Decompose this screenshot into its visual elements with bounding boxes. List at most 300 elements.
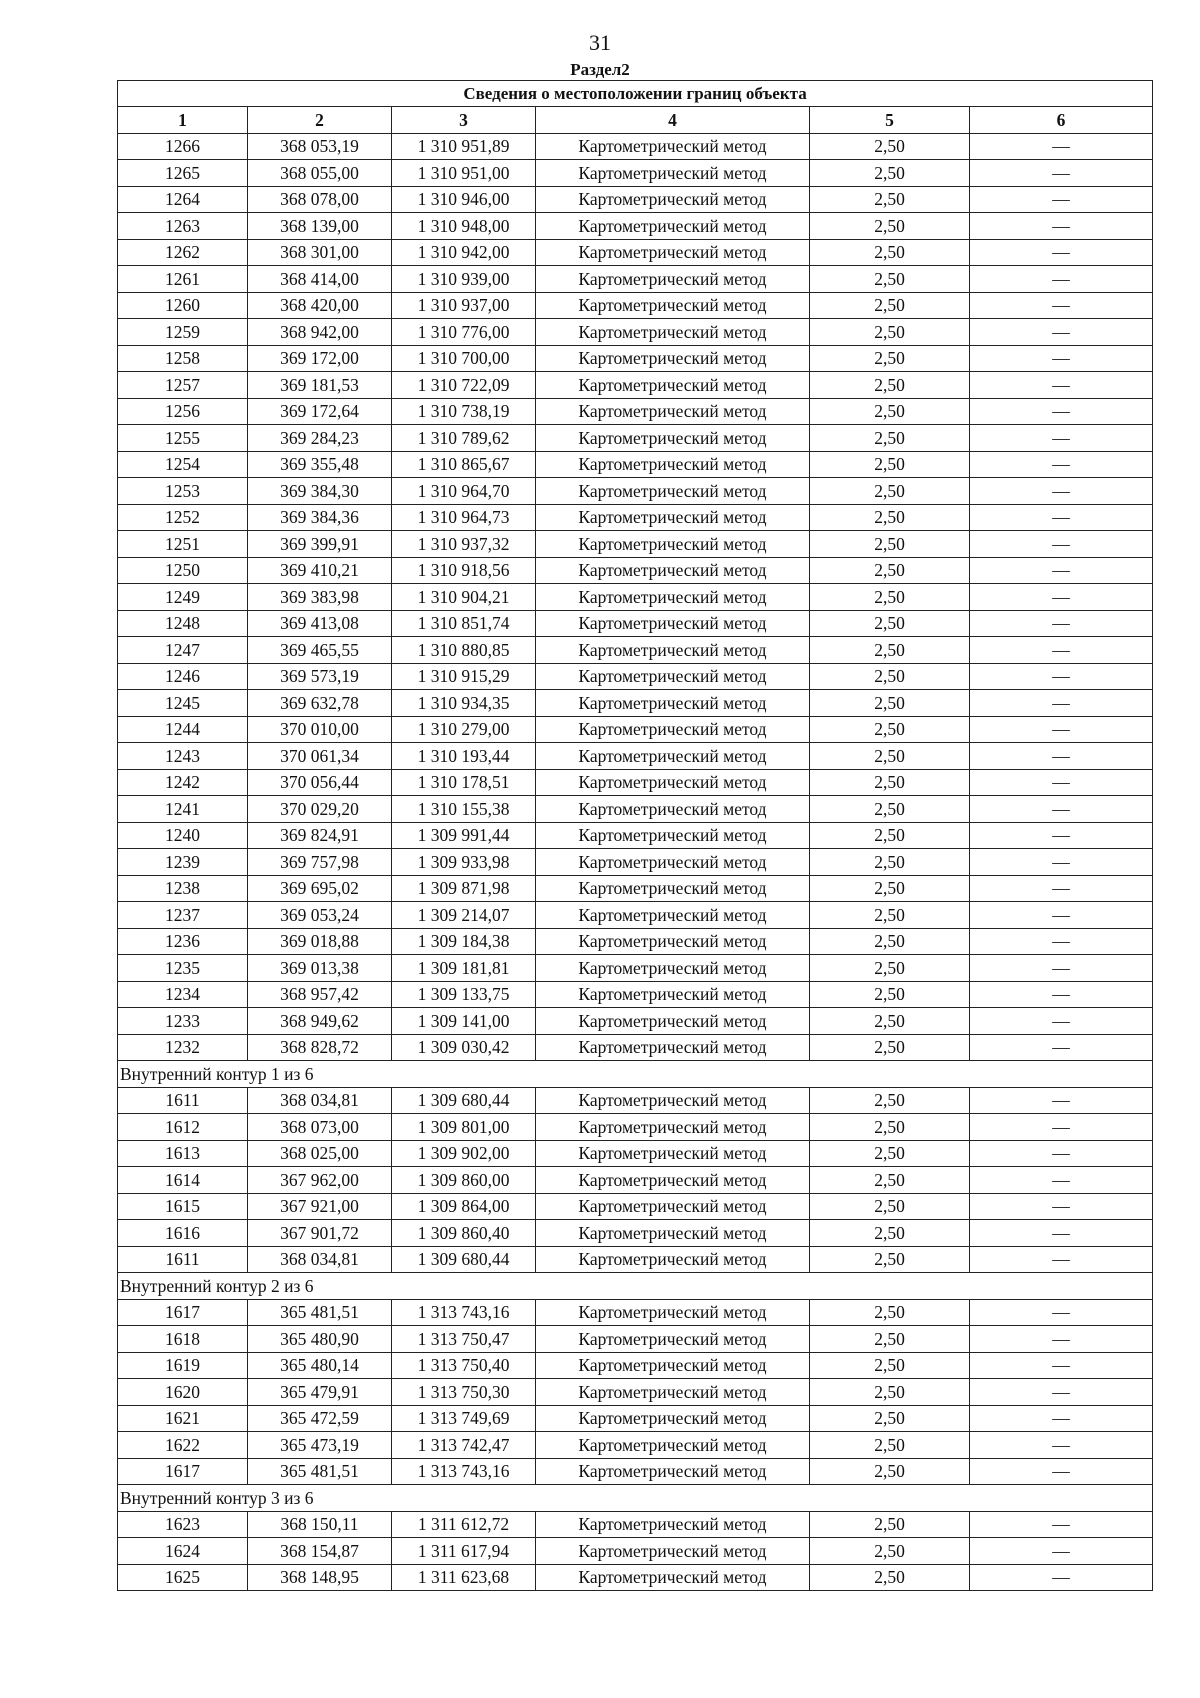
cell-method: Картометрический метод: [536, 1114, 810, 1141]
table-row: [118, 1008, 1153, 1035]
table-row: [118, 478, 1153, 505]
cell-accuracy: 2,50: [810, 398, 970, 425]
cell-note: —: [970, 849, 1153, 876]
cell-coord-x: 368 150,11: [248, 1511, 392, 1538]
table-row: [118, 398, 1153, 425]
cell-coord-x: 365 480,14: [248, 1352, 392, 1379]
cell-coord-x: 367 962,00: [248, 1167, 392, 1194]
cell-accuracy: 2,50: [810, 1538, 970, 1565]
table-row: [118, 849, 1153, 876]
cell-note: —: [970, 531, 1153, 558]
cell-method: Картометрический метод: [536, 663, 810, 690]
cell-accuracy: 2,50: [810, 769, 970, 796]
cell-note: —: [970, 875, 1153, 902]
cell-point-number: 1257: [118, 372, 248, 399]
cell-note: —: [970, 769, 1153, 796]
cell-note: —: [970, 1458, 1153, 1485]
cell-point-number: 1235: [118, 955, 248, 982]
cell-accuracy: 2,50: [810, 902, 970, 929]
cell-coord-y: 1 313 743,16: [392, 1299, 536, 1326]
cell-method: Картометрический метод: [536, 292, 810, 319]
cell-point-number: 1625: [118, 1564, 248, 1591]
cell-accuracy: 2,50: [810, 451, 970, 478]
cell-coord-y: 1 310 851,74: [392, 610, 536, 637]
table-row: [118, 451, 1153, 478]
table-row: [118, 743, 1153, 770]
cell-accuracy: 2,50: [810, 186, 970, 213]
cell-point-number: 1266: [118, 133, 248, 160]
cell-method: Картометрический метод: [536, 557, 810, 584]
cell-accuracy: 2,50: [810, 743, 970, 770]
cell-accuracy: 2,50: [810, 557, 970, 584]
cell-method: Картометрический метод: [536, 1034, 810, 1061]
table-row: [118, 1379, 1153, 1406]
cell-note: —: [970, 319, 1153, 346]
cell-coord-y: 1 313 742,47: [392, 1432, 536, 1459]
cell-point-number: 1261: [118, 266, 248, 293]
cell-accuracy: 2,50: [810, 1379, 970, 1406]
cell-point-number: 1614: [118, 1167, 248, 1194]
table-row: [118, 1087, 1153, 1114]
cell-point-number: 1240: [118, 822, 248, 849]
cell-accuracy: 2,50: [810, 716, 970, 743]
cell-point-number: 1259: [118, 319, 248, 346]
cell-point-number: 1623: [118, 1511, 248, 1538]
cell-note: —: [970, 796, 1153, 823]
cell-method: Картометрический метод: [536, 584, 810, 611]
cell-coord-x: 368 034,81: [248, 1246, 392, 1273]
cell-accuracy: 2,50: [810, 584, 970, 611]
table-row: [118, 796, 1153, 823]
cell-coord-y: 1 310 279,00: [392, 716, 536, 743]
cell-note: —: [970, 981, 1153, 1008]
table-row: [118, 345, 1153, 372]
cell-accuracy: 2,50: [810, 239, 970, 266]
cell-method: Картометрический метод: [536, 822, 810, 849]
cell-point-number: 1616: [118, 1220, 248, 1247]
table-row: [118, 160, 1153, 187]
cell-point-number: 1246: [118, 663, 248, 690]
cell-coord-x: 368 034,81: [248, 1087, 392, 1114]
cell-coord-x: 369 018,88: [248, 928, 392, 955]
table-row: [118, 1432, 1153, 1459]
cell-coord-y: 1 309 933,98: [392, 849, 536, 876]
cell-coord-x: 368 139,00: [248, 213, 392, 240]
table-row: [118, 1140, 1153, 1167]
cell-accuracy: 2,50: [810, 1087, 970, 1114]
cell-note: —: [970, 1432, 1153, 1459]
table-row: [118, 637, 1153, 664]
cell-coord-y: 1 310 700,00: [392, 345, 536, 372]
cell-coord-x: 365 473,19: [248, 1432, 392, 1459]
cell-coord-y: 1 310 178,51: [392, 769, 536, 796]
cell-coord-y: 1 309 133,75: [392, 981, 536, 1008]
cell-coord-x: 370 010,00: [248, 716, 392, 743]
table-row: [118, 292, 1153, 319]
cell-note: —: [970, 451, 1153, 478]
cell-method: Картометрический метод: [536, 690, 810, 717]
cell-coord-x: 369 181,53: [248, 372, 392, 399]
cell-coord-y: 1 309 184,38: [392, 928, 536, 955]
column-header: 4: [536, 107, 810, 134]
table-row: [118, 1167, 1153, 1194]
cell-point-number: 1619: [118, 1352, 248, 1379]
cell-accuracy: 2,50: [810, 266, 970, 293]
cell-method: Картометрический метод: [536, 928, 810, 955]
cell-coord-y: 1 313 749,69: [392, 1405, 536, 1432]
cell-point-number: 1258: [118, 345, 248, 372]
cell-point-number: 1264: [118, 186, 248, 213]
cell-method: Картометрический метод: [536, 1167, 810, 1194]
cell-note: —: [970, 743, 1153, 770]
table-row: [118, 955, 1153, 982]
cell-coord-y: 1 309 181,81: [392, 955, 536, 982]
cell-point-number: 1622: [118, 1432, 248, 1459]
cell-method: Картометрический метод: [536, 1087, 810, 1114]
table-row: [118, 1564, 1153, 1591]
cell-method: Картометрический метод: [536, 796, 810, 823]
table-row: [118, 1511, 1153, 1538]
cell-coord-y: 1 310 904,21: [392, 584, 536, 611]
cell-coord-y: 1 309 141,00: [392, 1008, 536, 1035]
cell-note: —: [970, 637, 1153, 664]
cell-accuracy: 2,50: [810, 981, 970, 1008]
cell-coord-x: 368 053,19: [248, 133, 392, 160]
cell-coord-y: 1 309 860,40: [392, 1220, 536, 1247]
cell-coord-x: 370 029,20: [248, 796, 392, 823]
cell-note: —: [970, 133, 1153, 160]
cell-method: Картометрический метод: [536, 743, 810, 770]
table-row: [118, 425, 1153, 452]
cell-method: Картометрический метод: [536, 186, 810, 213]
table-row: [118, 557, 1153, 584]
cell-point-number: 1251: [118, 531, 248, 558]
cell-note: —: [970, 186, 1153, 213]
cell-accuracy: 2,50: [810, 504, 970, 531]
cell-coord-y: 1 313 750,47: [392, 1326, 536, 1353]
cell-point-number: 1621: [118, 1405, 248, 1432]
cell-method: Картометрический метод: [536, 610, 810, 637]
cell-note: —: [970, 1087, 1153, 1114]
table-row: [118, 902, 1153, 929]
cell-coord-x: 368 154,87: [248, 1538, 392, 1565]
cell-coord-y: 1 313 750,40: [392, 1352, 536, 1379]
cell-accuracy: 2,50: [810, 1458, 970, 1485]
table-row: [118, 504, 1153, 531]
contour-header-row: [118, 1061, 1153, 1088]
cell-coord-y: 1 310 942,00: [392, 239, 536, 266]
cell-method: Картометрический метод: [536, 531, 810, 558]
cell-accuracy: 2,50: [810, 1405, 970, 1432]
cell-coord-y: 1 310 738,19: [392, 398, 536, 425]
cell-coord-y: 1 309 991,44: [392, 822, 536, 849]
cell-point-number: 1237: [118, 902, 248, 929]
cell-point-number: 1238: [118, 875, 248, 902]
cell-coord-y: 1 310 918,56: [392, 557, 536, 584]
cell-method: Картометрический метод: [536, 769, 810, 796]
cell-coord-y: 1 310 789,62: [392, 425, 536, 452]
cell-note: —: [970, 557, 1153, 584]
cell-method: Картометрический метод: [536, 1564, 810, 1591]
cell-note: —: [970, 1405, 1153, 1432]
contour-header-row: [118, 1273, 1153, 1300]
cell-coord-y: 1 309 214,07: [392, 902, 536, 929]
table-row: [118, 319, 1153, 346]
table-row: [118, 716, 1153, 743]
cell-coord-y: 1 310 937,00: [392, 292, 536, 319]
cell-accuracy: 2,50: [810, 133, 970, 160]
cell-note: —: [970, 1167, 1153, 1194]
table-row: [118, 239, 1153, 266]
table-row: [118, 769, 1153, 796]
column-header: 1: [118, 107, 248, 134]
cell-method: Картометрический метод: [536, 1352, 810, 1379]
cell-note: —: [970, 1220, 1153, 1247]
cell-accuracy: 2,50: [810, 1564, 970, 1591]
cell-note: —: [970, 690, 1153, 717]
cell-coord-x: 369 413,08: [248, 610, 392, 637]
cell-accuracy: 2,50: [810, 1034, 970, 1061]
cell-point-number: 1236: [118, 928, 248, 955]
cell-method: Картометрический метод: [536, 345, 810, 372]
cell-coord-x: 369 284,23: [248, 425, 392, 452]
cell-point-number: 1245: [118, 690, 248, 717]
cell-coord-x: 368 301,00: [248, 239, 392, 266]
cell-coord-y: 1 309 860,00: [392, 1167, 536, 1194]
cell-coord-x: 369 757,98: [248, 849, 392, 876]
cell-method: Картометрический метод: [536, 266, 810, 293]
cell-point-number: 1248: [118, 610, 248, 637]
cell-point-number: 1253: [118, 478, 248, 505]
cell-note: —: [970, 1246, 1153, 1273]
cell-method: Картометрический метод: [536, 955, 810, 982]
cell-point-number: 1262: [118, 239, 248, 266]
table-row: [118, 981, 1153, 1008]
cell-coord-x: 365 481,51: [248, 1458, 392, 1485]
cell-accuracy: 2,50: [810, 425, 970, 452]
cell-note: —: [970, 425, 1153, 452]
cell-coord-y: 1 310 880,85: [392, 637, 536, 664]
cell-method: Картометрический метод: [536, 372, 810, 399]
cell-method: Картометрический метод: [536, 1379, 810, 1406]
cell-coord-x: 369 355,48: [248, 451, 392, 478]
cell-point-number: 1250: [118, 557, 248, 584]
column-header: 5: [810, 107, 970, 134]
cell-coord-y: 1 309 864,00: [392, 1193, 536, 1220]
cell-coord-x: 369 013,38: [248, 955, 392, 982]
section-label: Раздел2: [570, 60, 630, 79]
cell-note: —: [970, 610, 1153, 637]
cell-method: Картометрический метод: [536, 1538, 810, 1565]
cell-accuracy: 2,50: [810, 1114, 970, 1141]
cell-method: Картометрический метод: [536, 1140, 810, 1167]
table-row: [118, 1538, 1153, 1565]
cell-note: —: [970, 1008, 1153, 1035]
cell-note: —: [970, 663, 1153, 690]
cell-coord-x: 368 078,00: [248, 186, 392, 213]
cell-accuracy: 2,50: [810, 345, 970, 372]
cell-accuracy: 2,50: [810, 955, 970, 982]
cell-note: —: [970, 213, 1153, 240]
cell-coord-y: 1 310 915,29: [392, 663, 536, 690]
cell-point-number: 1232: [118, 1034, 248, 1061]
cell-note: —: [970, 1193, 1153, 1220]
cell-note: —: [970, 716, 1153, 743]
cell-coord-x: 365 480,90: [248, 1326, 392, 1353]
cell-coord-y: 1 310 155,38: [392, 796, 536, 823]
cell-note: —: [970, 1299, 1153, 1326]
cell-method: Картометрический метод: [536, 160, 810, 187]
cell-point-number: 1233: [118, 1008, 248, 1035]
cell-accuracy: 2,50: [810, 531, 970, 558]
cell-note: —: [970, 292, 1153, 319]
cell-coord-x: 365 479,91: [248, 1379, 392, 1406]
cell-coord-x: 369 383,98: [248, 584, 392, 611]
cell-accuracy: 2,50: [810, 1220, 970, 1247]
cell-method: Картометрический метод: [536, 239, 810, 266]
table-row: [118, 610, 1153, 637]
cell-method: Картометрический метод: [536, 213, 810, 240]
table-row: [118, 1220, 1153, 1247]
cell-coord-y: 1 310 722,09: [392, 372, 536, 399]
cell-accuracy: 2,50: [810, 822, 970, 849]
cell-point-number: 1265: [118, 160, 248, 187]
table-row: [118, 584, 1153, 611]
cell-accuracy: 2,50: [810, 690, 970, 717]
page-number: 31: [589, 30, 611, 55]
cell-accuracy: 2,50: [810, 1167, 970, 1194]
cell-coord-y: 1 309 680,44: [392, 1246, 536, 1273]
cell-accuracy: 2,50: [810, 928, 970, 955]
cell-note: —: [970, 1034, 1153, 1061]
cell-coord-x: 369 172,00: [248, 345, 392, 372]
cell-method: Картометрический метод: [536, 902, 810, 929]
cell-coord-y: 1 313 750,30: [392, 1379, 536, 1406]
contour-label: Внутренний контур 3 из 6: [118, 1485, 1153, 1512]
cell-note: —: [970, 1511, 1153, 1538]
cell-accuracy: 2,50: [810, 372, 970, 399]
cell-point-number: 1239: [118, 849, 248, 876]
table-row: [118, 822, 1153, 849]
cell-method: Картометрический метод: [536, 1299, 810, 1326]
cell-point-number: 1618: [118, 1326, 248, 1353]
cell-coord-y: 1 310 939,00: [392, 266, 536, 293]
cell-coord-y: 1 310 934,35: [392, 690, 536, 717]
table-row: [118, 1405, 1153, 1432]
cell-coord-y: 1 309 902,00: [392, 1140, 536, 1167]
cell-coord-x: 370 061,34: [248, 743, 392, 770]
cell-method: Картометрический метод: [536, 1246, 810, 1273]
cell-coord-x: 368 420,00: [248, 292, 392, 319]
cell-point-number: 1242: [118, 769, 248, 796]
cell-point-number: 1612: [118, 1114, 248, 1141]
cell-accuracy: 2,50: [810, 1432, 970, 1459]
cell-point-number: 1247: [118, 637, 248, 664]
table-row: [118, 1246, 1153, 1273]
cell-coord-x: 369 465,55: [248, 637, 392, 664]
cell-point-number: 1234: [118, 981, 248, 1008]
cell-coord-y: 1 311 612,72: [392, 1511, 536, 1538]
cell-coord-x: 369 053,24: [248, 902, 392, 929]
cell-accuracy: 2,50: [810, 875, 970, 902]
cell-coord-y: 1 311 617,94: [392, 1538, 536, 1565]
cell-coord-x: 370 056,44: [248, 769, 392, 796]
table-row: [118, 372, 1153, 399]
cell-accuracy: 2,50: [810, 1140, 970, 1167]
cell-accuracy: 2,50: [810, 213, 970, 240]
cell-coord-x: 369 384,30: [248, 478, 392, 505]
cell-coord-y: 1 310 946,00: [392, 186, 536, 213]
table-row: [118, 1326, 1153, 1353]
table-row: [118, 690, 1153, 717]
cell-method: Картометрический метод: [536, 1432, 810, 1459]
cell-method: Картометрический метод: [536, 1193, 810, 1220]
cell-note: —: [970, 1140, 1153, 1167]
cell-coord-y: 1 310 948,00: [392, 213, 536, 240]
cell-note: —: [970, 372, 1153, 399]
cell-point-number: 1617: [118, 1299, 248, 1326]
table-row: [118, 266, 1153, 293]
table-row: [118, 1352, 1153, 1379]
cell-note: —: [970, 1114, 1153, 1141]
cell-note: —: [970, 160, 1153, 187]
boundary-coordinates-table: [117, 80, 1153, 1591]
cell-method: Картометрический метод: [536, 1405, 810, 1432]
cell-point-number: 1624: [118, 1538, 248, 1565]
cell-accuracy: 2,50: [810, 319, 970, 346]
cell-coord-y: 1 310 951,00: [392, 160, 536, 187]
column-header: 3: [392, 107, 536, 134]
cell-method: Картометрический метод: [536, 1220, 810, 1247]
cell-coord-x: 368 957,42: [248, 981, 392, 1008]
cell-accuracy: 2,50: [810, 1326, 970, 1353]
table-row: [118, 133, 1153, 160]
table-row: [118, 1458, 1153, 1485]
cell-point-number: 1243: [118, 743, 248, 770]
cell-coord-x: 367 921,00: [248, 1193, 392, 1220]
cell-coord-x: 368 055,00: [248, 160, 392, 187]
cell-note: —: [970, 1379, 1153, 1406]
cell-point-number: 1611: [118, 1246, 248, 1273]
cell-coord-y: 1 309 871,98: [392, 875, 536, 902]
cell-coord-x: 369 695,02: [248, 875, 392, 902]
cell-method: Картометрический метод: [536, 637, 810, 664]
cell-point-number: 1252: [118, 504, 248, 531]
cell-coord-y: 1 313 743,16: [392, 1458, 536, 1485]
cell-method: Картометрический метод: [536, 981, 810, 1008]
cell-accuracy: 2,50: [810, 610, 970, 637]
cell-note: —: [970, 398, 1153, 425]
cell-method: Картометрический метод: [536, 1458, 810, 1485]
table-caption-row: [118, 81, 1153, 107]
cell-accuracy: 2,50: [810, 1299, 970, 1326]
cell-point-number: 1620: [118, 1379, 248, 1406]
cell-coord-x: 365 481,51: [248, 1299, 392, 1326]
cell-coord-x: 368 949,62: [248, 1008, 392, 1035]
cell-accuracy: 2,50: [810, 292, 970, 319]
cell-coord-x: 368 073,00: [248, 1114, 392, 1141]
cell-coord-x: 369 410,21: [248, 557, 392, 584]
cell-point-number: 1613: [118, 1140, 248, 1167]
cell-point-number: 1241: [118, 796, 248, 823]
cell-accuracy: 2,50: [810, 637, 970, 664]
cell-method: Картометрический метод: [536, 504, 810, 531]
cell-accuracy: 2,50: [810, 1193, 970, 1220]
cell-coord-x: 369 632,78: [248, 690, 392, 717]
cell-note: —: [970, 1564, 1153, 1591]
cell-coord-x: 369 384,36: [248, 504, 392, 531]
cell-accuracy: 2,50: [810, 1511, 970, 1538]
